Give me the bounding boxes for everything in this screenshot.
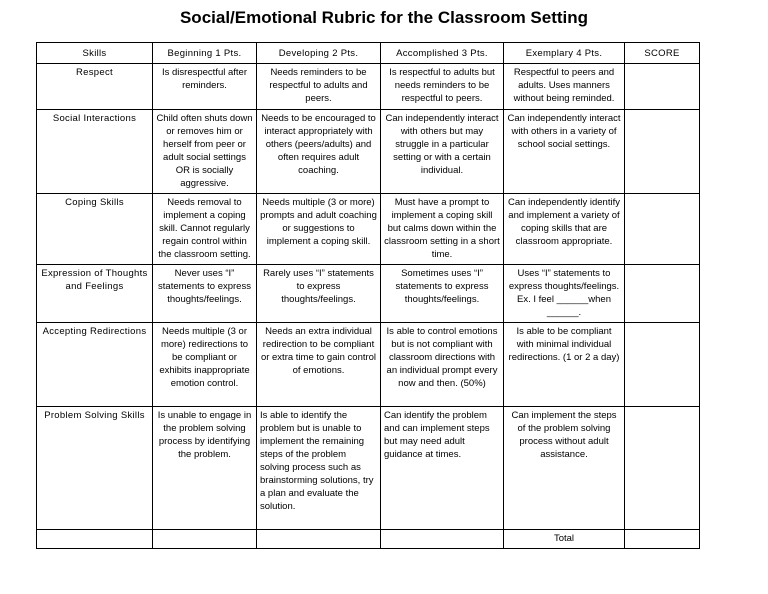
score-cell[interactable] <box>625 64 700 110</box>
row-social-interactions <box>37 110 700 194</box>
developing-cell: Needs multiple (3 or more) prompts and adult coaching or suggestions to implement a coping skill. <box>257 194 381 265</box>
score-cell[interactable] <box>625 407 700 530</box>
accomplished-cell: Sometimes uses “I” statements to express thoughts/feelings. <box>381 265 504 323</box>
accomplished-cell: Is able to control emotions but is not compliant with classroom directions with an individual prompt every now and then. (50%) <box>381 323 504 407</box>
skill-name: Coping Skills <box>37 194 153 265</box>
exemplary-cell: Is able to be compliant with minimal individual redirections. (1 or 2 a day) <box>504 323 625 407</box>
header-score: SCORE <box>625 43 700 64</box>
developing-cell: Rarely uses “I” statements to express thoughts/feelings. <box>257 265 381 323</box>
skill-name: Problem Solving Skills <box>37 407 153 530</box>
skill-name: Respect <box>37 64 153 110</box>
developing-cell: Needs reminders to be respectful to adults and peers. <box>257 64 381 110</box>
beginning-cell: Never uses “I” statements to express thoughts/feelings. <box>153 265 257 323</box>
beginning-cell: Is unable to engage in the problem solving process by identifying the problem. <box>153 407 257 530</box>
rubric-table <box>36 42 700 549</box>
developing-cell: Needs to be encouraged to interact appropriately with others (peers/adults) and often requires adult coaching. <box>257 110 381 194</box>
beginning-cell: Needs multiple (3 or more) redirections to be compliant or exhibits inappropriate emotion control. <box>153 323 257 407</box>
total-row <box>37 530 700 549</box>
row-expression <box>37 265 700 323</box>
exemplary-cell: Can implement the steps of the problem solving process without adult assistance. <box>504 407 625 530</box>
row-problem-solving <box>37 407 700 530</box>
header-accomplished: Accomplished 3 Pts. <box>381 43 504 64</box>
skill-name: Social Interactions <box>37 110 153 194</box>
row-accepting-redirections <box>37 323 700 407</box>
developing-cell: Needs an extra individual redirection to be compliant or extra time to gain control of emotions. <box>257 323 381 407</box>
score-cell[interactable] <box>625 194 700 265</box>
header-developing: Developing 2 Pts. <box>257 43 381 64</box>
header-exemplary: Exemplary 4 Pts. <box>504 43 625 64</box>
header-skills: Skills <box>37 43 153 64</box>
skill-name: Expression of Thoughts and Feelings <box>37 265 153 323</box>
header-row <box>37 43 700 64</box>
exemplary-cell: Respectful to peers and adults. Uses manners without being reminded. <box>504 64 625 110</box>
row-respect <box>37 64 700 110</box>
row-coping-skills <box>37 194 700 265</box>
accomplished-cell: Is respectful to adults but needs reminders to be respectful to peers. <box>381 64 504 110</box>
empty-cell <box>153 530 257 549</box>
empty-cell <box>381 530 504 549</box>
accomplished-cell: Must have a prompt to implement a coping skill but calms down within the classroom setting in a short time. <box>381 194 504 265</box>
page-title: Social/Emotional Rubric for the Classroom Setting <box>179 8 589 27</box>
empty-cell <box>257 530 381 549</box>
accomplished-cell: Can identify the problem and can implement steps but may need adult guidance at times. <box>381 407 504 530</box>
skill-name: Accepting Redirections <box>37 323 153 407</box>
beginning-cell: Needs removal to implement a coping skill. Cannot regularly regain control within the classroom setting. <box>153 194 257 265</box>
exemplary-cell: Uses “I” statements to express thoughts/feelings. Ex. I feel ______when ______. <box>504 265 625 323</box>
exemplary-cell: Can independently identify and implement a variety of coping skills that are classroom appropriate. <box>504 194 625 265</box>
beginning-cell: Child often shuts down or removes him or herself from peer or adult social settings OR is socially aggressive. <box>153 110 257 194</box>
empty-cell <box>37 530 153 549</box>
exemplary-cell: Can independently interact with others in a variety of school social settings. <box>504 110 625 194</box>
score-cell[interactable] <box>625 110 700 194</box>
score-cell[interactable] <box>625 265 700 323</box>
total-score-cell[interactable] <box>625 530 700 549</box>
score-cell[interactable] <box>625 323 700 407</box>
beginning-cell: Is disrespectful after reminders. <box>153 64 257 110</box>
accomplished-cell: Can independently interact with others but may struggle in a particular setting or with a certain individual. <box>381 110 504 194</box>
header-beginning: Beginning 1 Pts. <box>153 43 257 64</box>
developing-cell: Is able to identify the problem but is unable to implement the remaining steps of the problem solving process such as brainstorming solutions, try a plan and evaluate the solution. <box>257 407 381 530</box>
total-label: Total <box>504 530 625 549</box>
